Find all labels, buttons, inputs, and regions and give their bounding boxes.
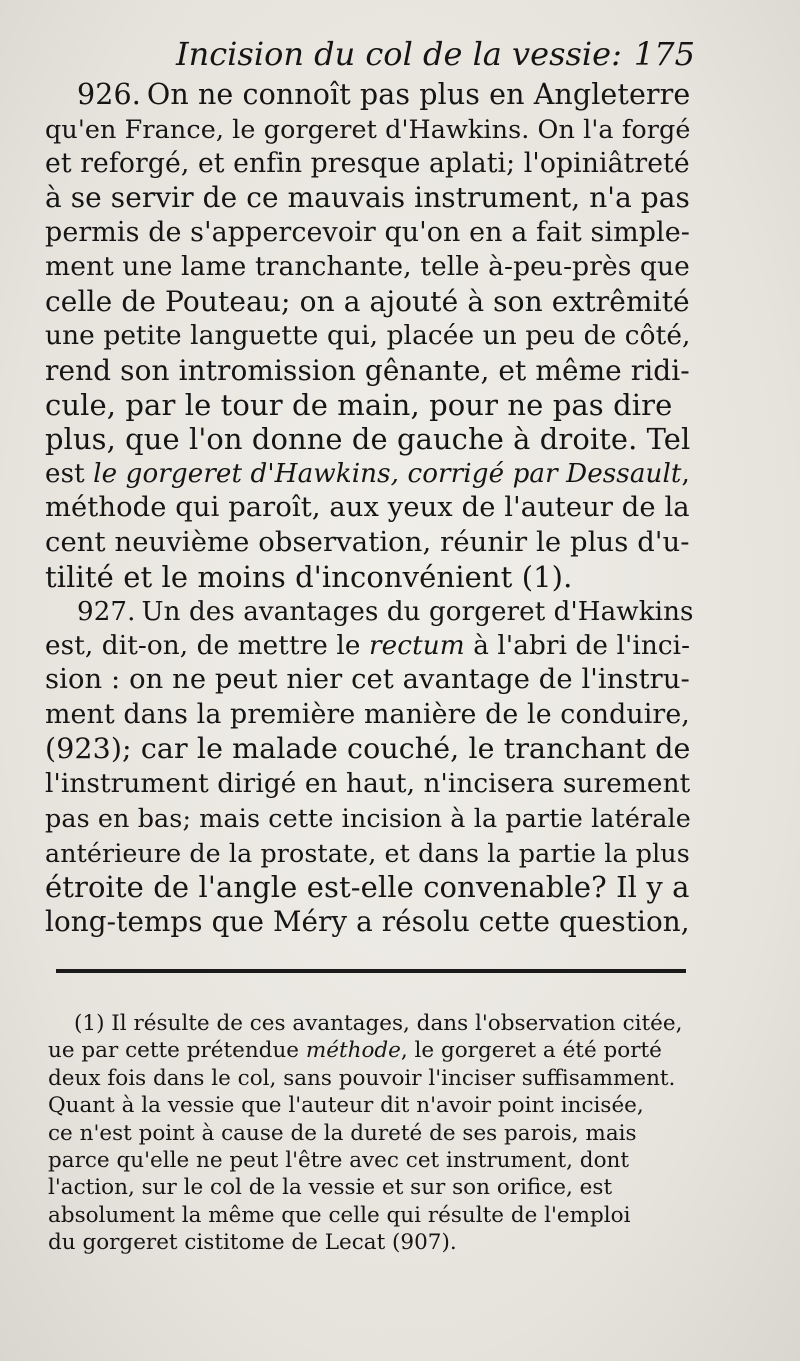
line-text: à l'abri de l'inci- <box>464 631 691 661</box>
italic-text: rectum <box>368 631 465 661</box>
line-text: méthode qui paroît, aux yeux de l'auteur de la <box>45 492 690 524</box>
line-text: , <box>681 458 690 489</box>
line-text: deux fois dans le col, sans pouvoir l'inciser suffisamment. <box>48 1065 676 1091</box>
main-text <box>45 78 694 939</box>
italic-text: le gorgeret d'Hawkins, corrigé par Dessault <box>93 458 682 489</box>
text-line <box>45 595 694 629</box>
text-line <box>45 319 690 353</box>
text-line <box>45 526 690 560</box>
line-text: étroite de l'angle est-elle convenable? Il y a <box>45 870 690 905</box>
text-line <box>45 905 690 939</box>
line-text: Quant à la vessie que l'auteur dit n'avoir point incisée, <box>48 1093 644 1119</box>
footnote-separator <box>56 969 686 973</box>
line-text: ment une lame tranchante, telle à-peu-près que <box>45 251 690 283</box>
line-text: ce n'est point à cause de la dureté de ses parois, mais <box>48 1120 637 1146</box>
line-text: rend son intromission gênante, et même ridi- <box>45 353 690 387</box>
line-text: ment dans la première manière de le conduire, <box>45 698 690 730</box>
footnote <box>48 1010 690 1257</box>
footnote-line <box>48 1010 690 1037</box>
footnote-line <box>48 1120 690 1147</box>
footnote-line <box>48 1065 690 1092</box>
line-text: , le gorgeret a été porté <box>400 1038 662 1064</box>
text-line <box>45 216 690 250</box>
text-line <box>45 663 690 697</box>
line-text: une petite languette qui, placée un peu de côté, <box>45 321 691 352</box>
line-text: tilité et le moins d'inconvénient (1). <box>45 560 573 595</box>
text-line <box>45 491 690 525</box>
paragraph-number: 926. <box>77 78 141 111</box>
line-text: à se servir de ce mauvais instrument, n'a pas <box>45 181 690 215</box>
text-line <box>45 354 690 388</box>
line-text: sion : on ne peut nier cet avantage de l'instru- <box>45 664 690 696</box>
line-text: l'instrument dirigé en haut, n'incisera surement <box>45 768 691 799</box>
text-line <box>45 732 690 766</box>
footnote-line <box>48 1092 690 1119</box>
text-line <box>45 388 690 422</box>
page-number: 175 <box>633 35 695 73</box>
line-text: cent neuvième observation, réunir le plus d'u- <box>45 526 690 558</box>
line-text: pas en bas; mais cette incision à la partie latérale <box>45 803 691 834</box>
line-text: On ne connoît pas plus en Angleterre <box>146 78 691 111</box>
text-line <box>45 147 690 181</box>
line-text: antérieure de la prostate, et dans la partie la plus <box>45 837 690 868</box>
text-line <box>45 560 690 594</box>
footnote-line <box>48 1229 690 1256</box>
italic-text: méthode <box>305 1038 401 1064</box>
line-text: celle de Pouteau; on a ajouté à son extrêmité <box>45 284 690 318</box>
line-text: plus, que l'on donne de gauche à droite. Tel <box>45 422 691 457</box>
footnote-line <box>48 1202 690 1229</box>
text-line <box>45 629 690 663</box>
paragraph-number: 927. <box>77 596 136 627</box>
text-line <box>45 250 690 284</box>
line-text: est <box>45 458 94 489</box>
text-line <box>45 112 690 146</box>
text-line <box>45 870 690 904</box>
line-text: est, dit-on, de mettre le <box>45 631 369 661</box>
text-line <box>45 78 690 112</box>
page-header <box>170 34 695 74</box>
line-text: (923); car le malade couché, le tranchant de <box>45 732 691 766</box>
text-line <box>45 698 690 732</box>
line-text: l'action, sur le col de la vessie et sur son orifice, est <box>48 1175 613 1201</box>
line-text: Un des avantages du gorgeret d'Hawkins <box>141 596 694 627</box>
footnote-line <box>48 1174 690 1201</box>
line-text: du gorgeret cistitome de Lecat (907). <box>48 1230 457 1256</box>
text-line <box>45 285 690 319</box>
text-line <box>45 767 690 801</box>
footnote-line <box>48 1037 690 1064</box>
line-text: permis de s'appercevoir qu'on en a fait simple- <box>45 216 690 248</box>
running-title: Incision du col de la vessie: <box>176 35 622 73</box>
line-text: absolument la même que celle qui résulte de l'emploi <box>48 1202 631 1228</box>
text-line <box>45 836 690 870</box>
text-line <box>45 181 690 215</box>
line-text: ue par cette prétendue <box>48 1038 306 1064</box>
footnote-line <box>48 1147 690 1174</box>
line-text: et reforgé, et enfin presque aplati; l'opiniâtreté <box>45 147 690 179</box>
line-text: cule, par le tour de main, pour ne pas dire <box>45 387 673 422</box>
line-text: qu'en France, le gorgeret d'Hawkins. On l'a forgé <box>45 114 691 145</box>
line-text: long-temps que Méry a résolu cette question, <box>45 904 690 938</box>
text-line <box>45 422 690 456</box>
text-line <box>45 457 690 491</box>
line-text: parce qu'elle ne peut l'être avec cet instrument, dont <box>48 1147 629 1173</box>
line-text: (1) Il résulte de ces avantages, dans l'observation citée, <box>74 1011 683 1036</box>
text-line <box>45 801 690 835</box>
